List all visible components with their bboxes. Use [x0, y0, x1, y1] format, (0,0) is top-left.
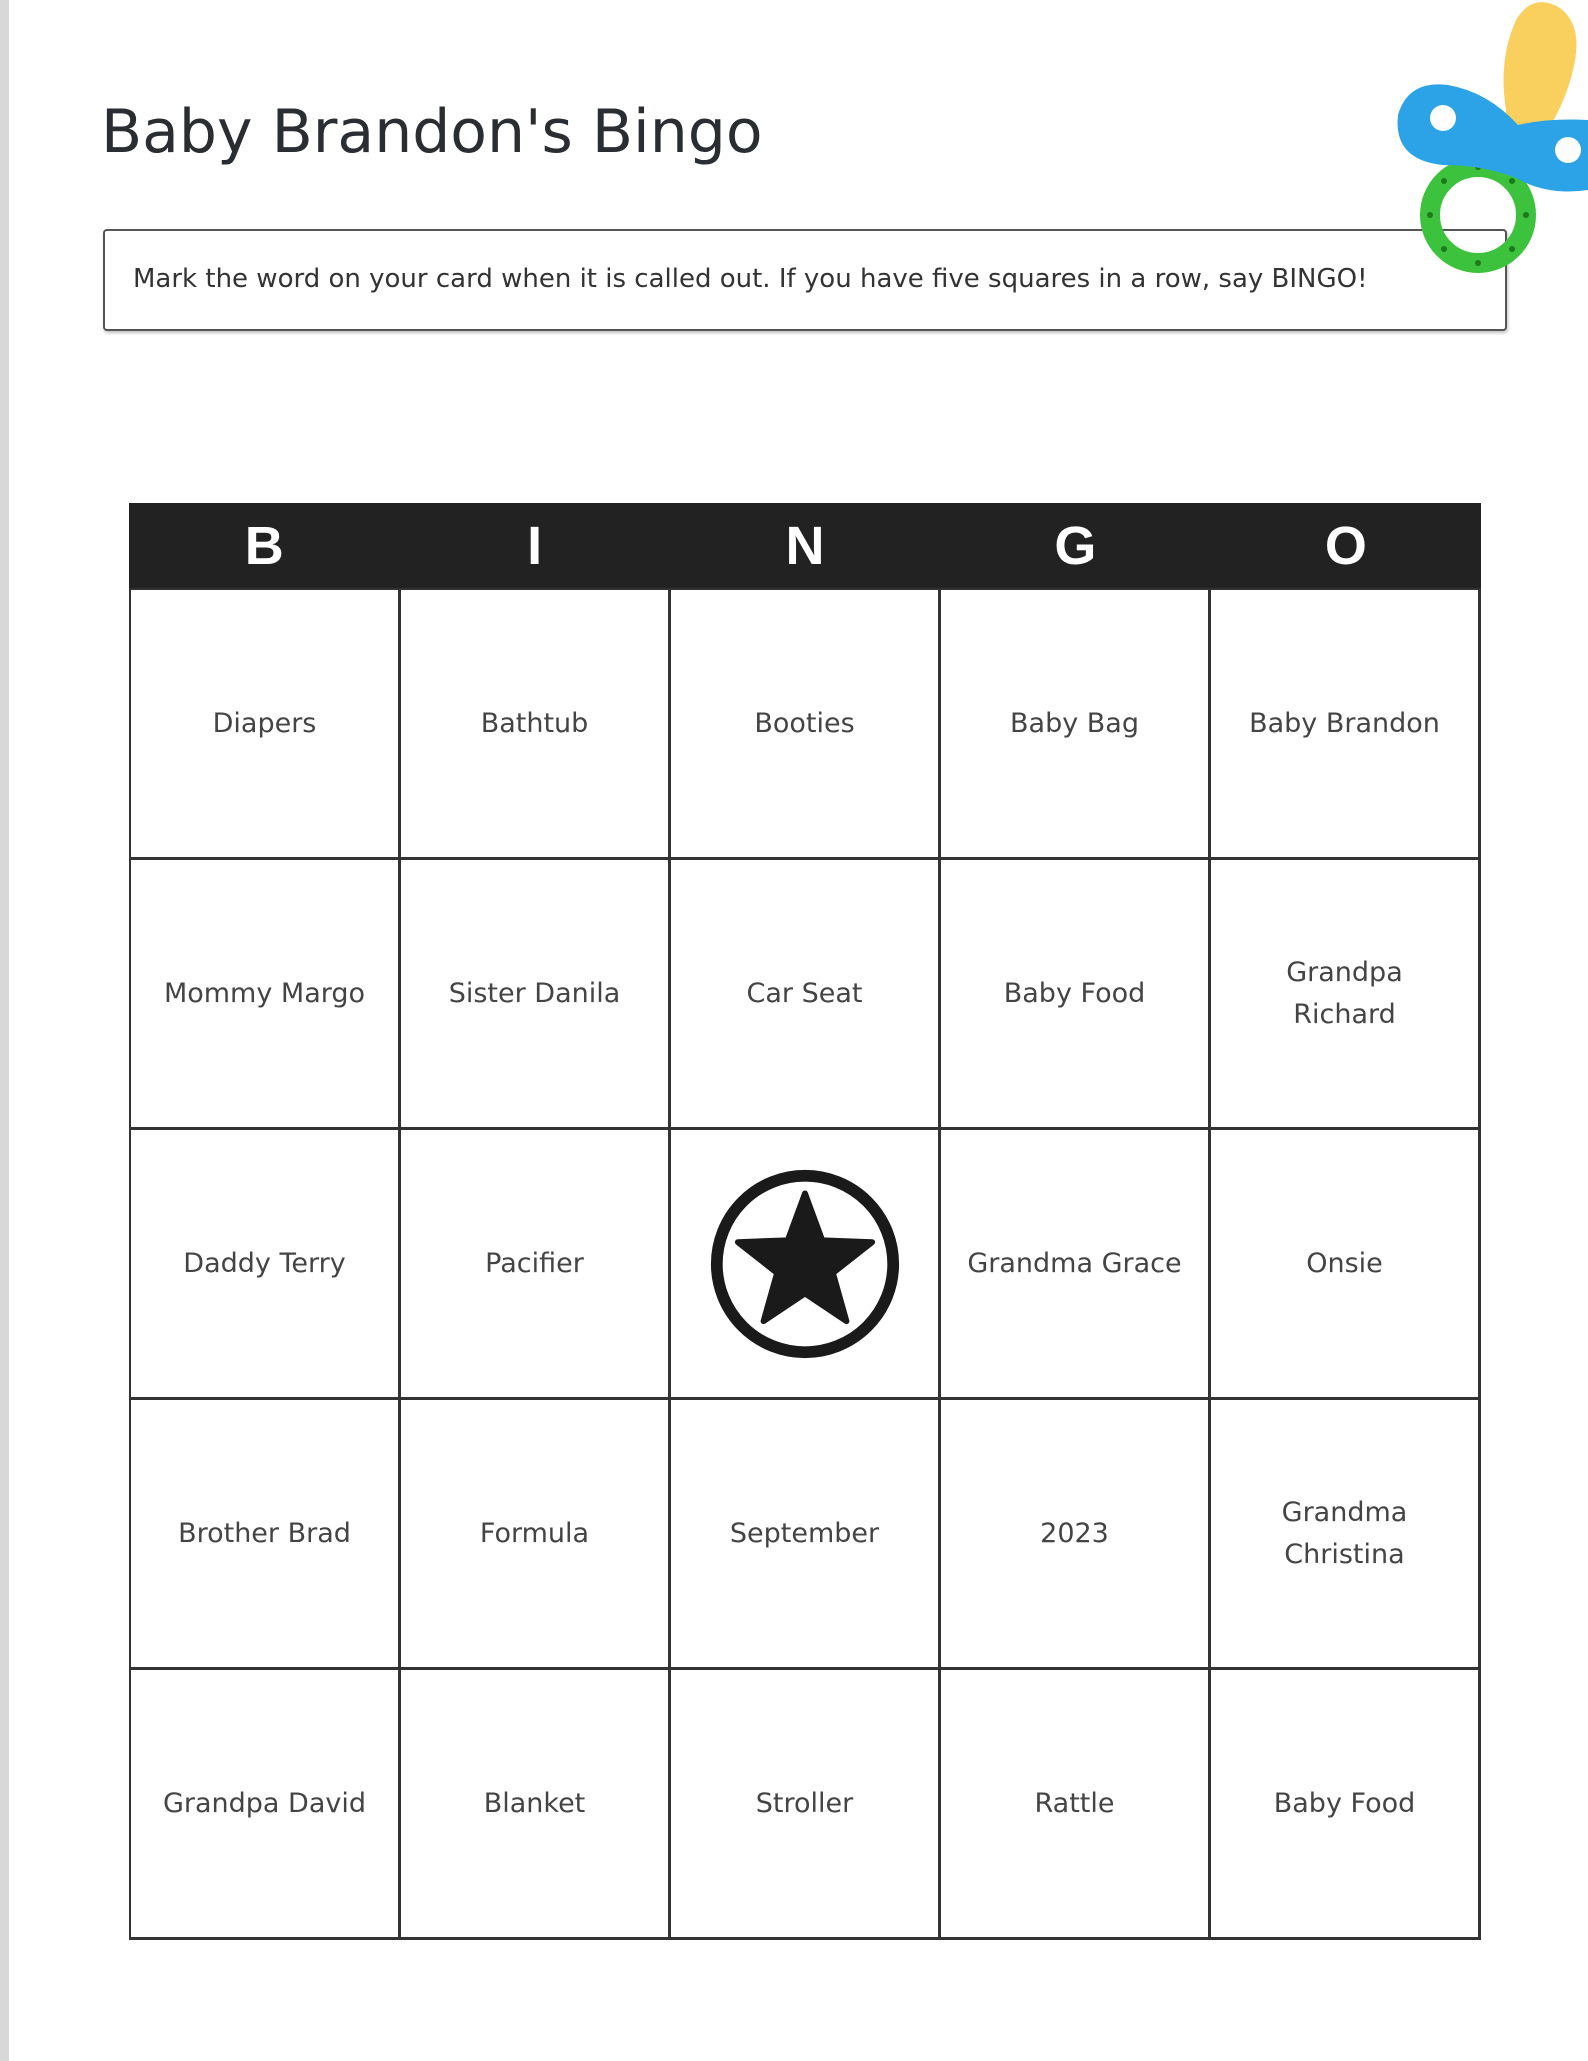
page-title: Baby Brandon's Bingo	[101, 97, 763, 167]
bingo-letter-i: I	[527, 515, 543, 576]
bingo-letter-g: G	[1054, 515, 1097, 576]
bingo-cell[interactable]: Car Seat	[671, 860, 941, 1130]
bingo-cell[interactable]: September	[671, 1400, 941, 1670]
bingo-cell[interactable]: Booties	[671, 590, 941, 860]
page-edge	[0, 0, 9, 2061]
bingo-cell[interactable]: Baby Bag	[941, 590, 1211, 860]
bingo-cell[interactable]: Grandma Grace	[941, 1130, 1211, 1400]
bingo-cell[interactable]: Sister Danila	[401, 860, 671, 1130]
bingo-cell[interactable]: Daddy Terry	[131, 1130, 401, 1400]
pacifier-icon	[1388, 0, 1588, 290]
instructions-box	[103, 229, 1507, 331]
bingo-cell[interactable]: Bathtub	[401, 590, 671, 860]
bingo-letter-o: O	[1324, 515, 1367, 576]
bingo-cell[interactable]: Onsie	[1211, 1130, 1481, 1400]
bingo-cell[interactable]: Mommy Margo	[131, 860, 401, 1130]
bingo-cell[interactable]: Formula	[401, 1400, 671, 1670]
star-circle-icon	[707, 1166, 903, 1362]
bingo-cell[interactable]: Brother Brad	[131, 1400, 401, 1670]
bingo-cell[interactable]: Rattle	[941, 1670, 1211, 1940]
instructions-text: Mark the word on your card when it is called out. If you have five squares in a row, say BINGO!	[133, 264, 1368, 294]
bingo-cell[interactable]: Grandma Christina	[1211, 1400, 1481, 1670]
bingo-letter-b: B	[244, 515, 284, 576]
bingo-cell[interactable]: Blanket	[401, 1670, 671, 1940]
bingo-cell[interactable]: Baby Food	[941, 860, 1211, 1130]
bingo-cell[interactable]: Stroller	[671, 1670, 941, 1940]
bingo-cell[interactable]: Pacifier	[401, 1130, 671, 1400]
bingo-letter-n: N	[785, 515, 825, 576]
bingo-cell[interactable]: Grandpa Richard	[1211, 860, 1481, 1130]
free-space-cell[interactable]	[671, 1130, 941, 1400]
bingo-cell[interactable]: Grandpa David	[131, 1670, 401, 1940]
bingo-cell[interactable]: Diapers	[131, 590, 401, 860]
bingo-cell[interactable]: Baby Food	[1211, 1670, 1481, 1940]
bingo-cell[interactable]: 2023	[941, 1400, 1211, 1670]
bingo-cell[interactable]: Baby Brandon	[1211, 590, 1481, 860]
bingo-grid	[129, 588, 1481, 1940]
bingo-card	[129, 503, 1481, 1940]
bingo-header	[129, 503, 1481, 588]
